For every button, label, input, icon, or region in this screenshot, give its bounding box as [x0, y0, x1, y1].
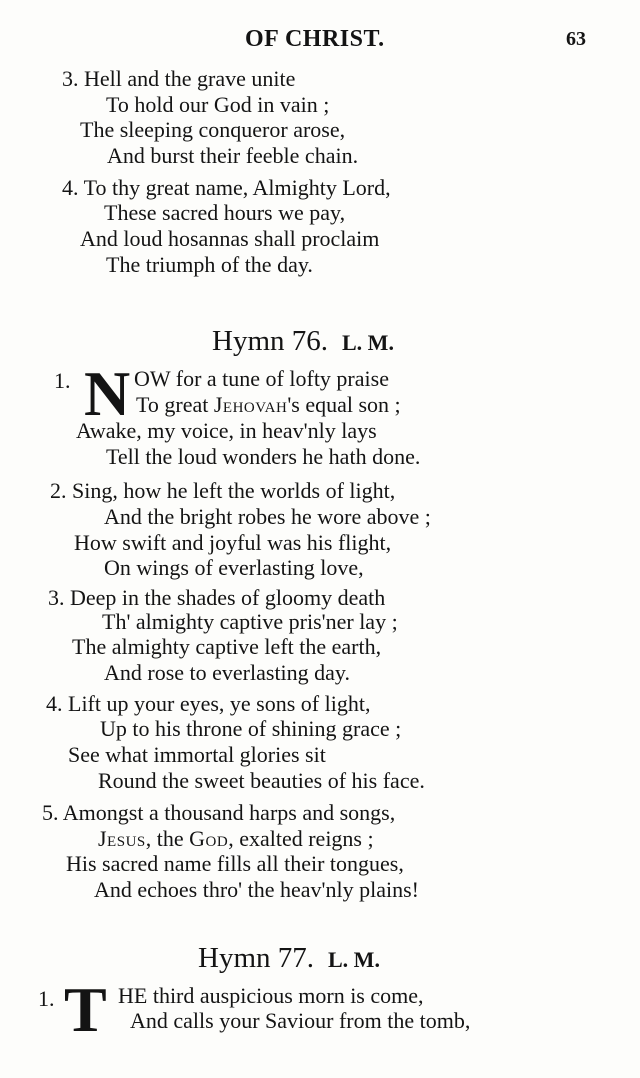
- stanza-line: [42, 802, 395, 824]
- divine-name: God: [189, 826, 229, 851]
- drop-cap: N: [84, 358, 131, 429]
- verse-line: OW for a tune of lofty praise: [134, 366, 389, 391]
- verse-text: Lift up your eyes, ye sons of light,: [68, 691, 371, 716]
- verse-line: Tell the loud wonders he hath done.: [106, 444, 421, 469]
- stanza-number: 2.: [50, 478, 67, 503]
- verse-text: To thy great name, Almighty Lord,: [83, 175, 391, 200]
- verse-text: Sing, how he left the worlds of light,: [72, 478, 396, 503]
- verse-line: And burst their feeble chain.: [107, 143, 359, 168]
- stanza-number: 3.: [48, 585, 65, 610]
- verse-text: 's equal son ;: [287, 392, 401, 417]
- hymn-title-text: Hymn 76.: [212, 325, 328, 357]
- verse-line: The almighty captive left the earth,: [72, 634, 382, 659]
- verse-text: Deep in the shades of gloomy death: [70, 585, 386, 610]
- verse-line: And rose to everlasting day.: [104, 660, 351, 685]
- verse-text: To great: [136, 392, 214, 417]
- verse-line: HE third auspicious morn is come,: [118, 983, 424, 1008]
- stanza-number: 1.: [54, 368, 71, 393]
- verse-line: These sacred hours we pay,: [104, 200, 346, 225]
- stanza-line: [46, 693, 370, 715]
- stanza-number: 3.: [62, 66, 79, 91]
- stanza-line: [62, 68, 295, 90]
- running-title: OF CHRIST.: [245, 26, 385, 52]
- stanza-line: [48, 587, 385, 609]
- stanza-number: 4.: [46, 691, 63, 716]
- hymn-title: [198, 944, 380, 973]
- verse-line: Up to his throne of shining grace ;: [100, 716, 402, 741]
- verse-line: The sleeping conqueror arose,: [80, 117, 346, 142]
- verse-line: How swift and joyful was his flight,: [74, 530, 392, 555]
- stanza-number: 4.: [62, 175, 79, 200]
- verse-line: [98, 828, 374, 850]
- verse-line: And the bright robes he wore above ;: [104, 504, 431, 529]
- verse-line: Awake, my voice, in heav'nly lays: [76, 418, 377, 443]
- drop-cap: T: [64, 974, 107, 1045]
- divine-name: Jehovah: [213, 392, 288, 417]
- verse-line: To hold our God in vain ;: [106, 92, 330, 117]
- divine-name: Jesus: [98, 826, 146, 851]
- verse-line: Round the sweet beauties of his face.: [98, 768, 425, 793]
- verse-text: , the: [145, 826, 190, 851]
- verse-line: And calls your Saviour from the tomb,: [130, 1008, 471, 1033]
- hymn-meter: L. M.: [328, 947, 380, 972]
- stanza-line: [62, 177, 391, 199]
- verse-line: Th' almighty captive pris'ner lay ;: [102, 609, 398, 634]
- verse-text: Amongst a thousand harps and songs,: [62, 800, 396, 825]
- hymn-title: [212, 327, 394, 356]
- verse-line: And echoes thro' the heav'nly plains!: [94, 877, 420, 902]
- verse-line: See what immortal glories sit: [68, 742, 326, 767]
- stanza-number: 5.: [42, 800, 59, 825]
- verse-line: The triumph of the day.: [106, 252, 313, 277]
- verse-line: His sacred name fills all their tongues,: [66, 851, 404, 876]
- hymn-title-text: Hymn 77.: [198, 942, 314, 974]
- verse-line: And loud hosannas shall proclaim: [80, 226, 380, 251]
- verse-line: On wings of everlasting love,: [104, 555, 364, 580]
- verse-line: [136, 394, 401, 416]
- stanza-number: 1.: [38, 986, 55, 1011]
- verse-text: Hell and the grave unite: [84, 66, 296, 91]
- verse-text: , exalted reigns ;: [228, 826, 374, 851]
- page-number: 63: [566, 28, 586, 50]
- hymn-meter: L. M.: [342, 330, 394, 355]
- stanza-line: [50, 480, 395, 502]
